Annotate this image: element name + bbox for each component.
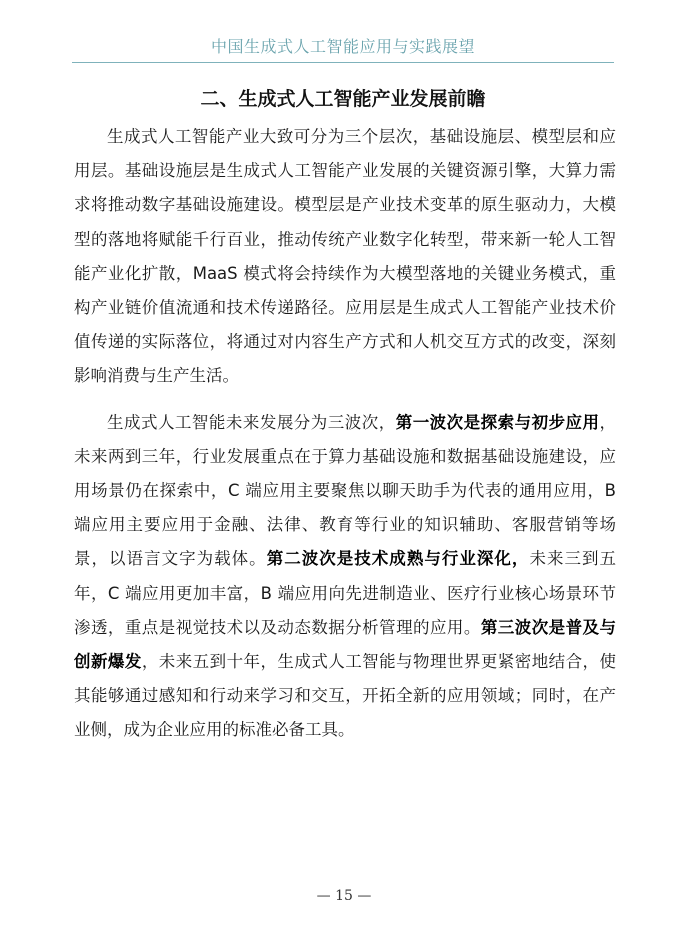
wave3-title: 第三波次是普及与创新爆发 xyxy=(74,617,617,672)
body-text xyxy=(74,120,616,760)
wave3-text: ，未来五到十年，生成式人工智能与物理世界更紧密地结合，使其能够通过感知和行动来学习和交互，开拓全新的应用领域；同时，在产业侧，成为企业应用的标准必备工具。 xyxy=(74,652,617,740)
paragraph-development-waves xyxy=(74,406,616,748)
wave2-text: 未来三到五年，C 端应用更加丰富，B 端应用向先进制造业、医疗行业核心场景环节渗透，重点是视觉技术以及动态数据分析管理的应用。 xyxy=(74,549,617,637)
running-header: 中国生成式人工智能应用与实践展望 xyxy=(210,37,475,56)
section-title: 二、生成式人工智能产业发展前瞻 xyxy=(200,88,486,110)
paragraph-industry-layers: 生成式人工智能产业大致可分为三个层次，基础设施层、模型层和应用层。基础设施层是生成式人工智能产业发展的关键资源引擎，大算力需求将推动数字基础设施建设。模型层是产业技术变革的原生驱动力，大模型的落地将赋能千行百业，推动传统产业数字化转型，带来新一轮人工智能产业化扩散，MaaS 模式将会持续作为大模型落地的关键业务模式，重构产业链价值流通和技术传递路径。应用层是生成式人工智能产业技术价值传递的实际落位，将通过对内容生产方式和人机交互方式的改变，深刻影响消费与生产生活。 xyxy=(74,127,616,386)
header-divider xyxy=(72,62,614,63)
wave1-text: ，未来两到三年，行业发展重点在于算力基础设施和数据基础设施建设，应用场景仍在探索中，C 端应用主要聚焦以聊天助手为代表的通用应用，B 端应用主要应用于金融、法律、教育等行业的知识辅助、客服营销等场景，以语言文字为载体。 xyxy=(74,412,617,569)
wave1-title: 第一波次是探索与初步应用 xyxy=(395,412,600,432)
page-number: — 15 — xyxy=(316,888,372,904)
waves-intro: 生成式人工智能未来发展分为三波次， xyxy=(107,412,396,432)
wave2-title: 第二波次是技术成熟与行业深化， xyxy=(266,549,530,569)
